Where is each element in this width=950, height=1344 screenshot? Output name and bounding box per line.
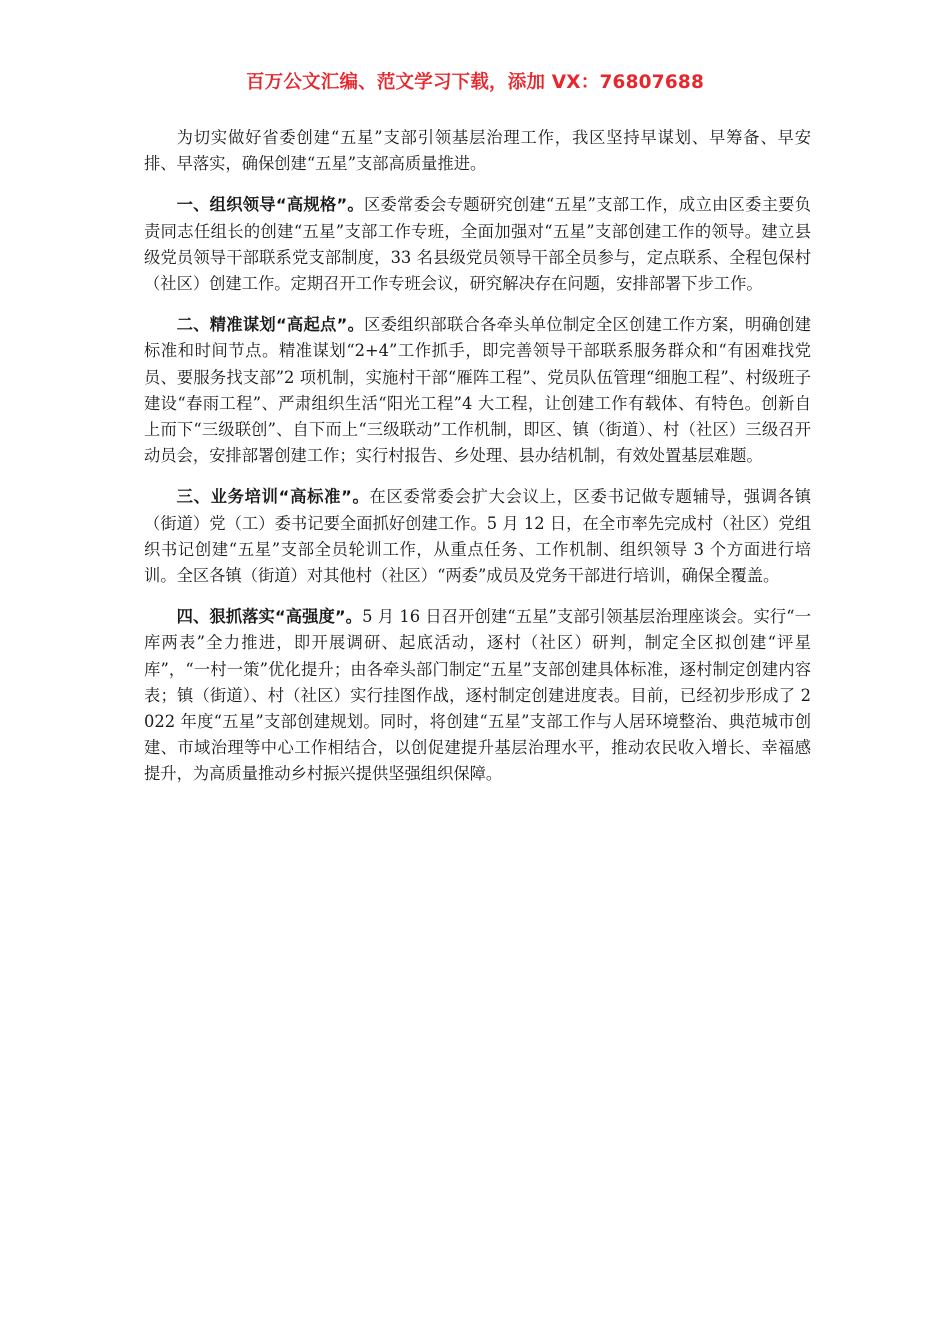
section-paragraph-1 [144, 192, 811, 297]
section-text-3: 在区委常委会扩大会议上，区委书记做专题辅导，强调各镇（街道）党（工）委书记要全面抓好创建工作。5 月 12 日，在全市率先完成村（社区）党组织书记创建“五星”支部全员轮训工作，从重点任务、工作机制、组织领导 3 个方面进行培训。全区各镇（街道）对其他村（社区）“两委”成员及党务干部进行培训，确保全覆盖。 [144, 487, 811, 586]
section-heading-3: 三、业务培训“高标准”。 [176, 487, 370, 507]
section-heading-2: 二、精准谋划“高起点”。 [176, 315, 365, 335]
document-body [144, 125, 811, 803]
section-paragraph-3 [144, 484, 811, 589]
section-heading-1: 一、组织领导“高规格”。 [176, 195, 364, 215]
promo-header: 百万公文汇编、范文学习下载，添加 VX：76807688 [245, 72, 705, 93]
section-paragraph-2 [144, 312, 811, 469]
intro-paragraph: 为切实做好省委创建“五星”支部引领基层治理工作，我区坚持早谋划、早筹备、早安排、早落实，确保创建“五星”支部高质量推进。 [144, 128, 811, 174]
section-text-2: 区委组织部联合各牵头单位制定全区创建工作方案，明确创建标准和时间节点。精准谋划“2+4”工作抓手，即完善领导干部联系服务群众和“有困难找党员、要服务找支部”2 项机制，实施村干部“雁阵工程”、党员队伍管理“细胞工程”、村级班子建设“春雨工程”、严肃组织生活“阳光工程”4 大工程，让创建工作有载体、有特色。创新自上而下“三级联创”、自下而上“三级联动”工作机制，即区、镇（街道）、村（社区）三级召开动员会，安排部署创建工作；实行村报告、乡处理、县办结机制，有效处置基层难题。 [144, 315, 811, 466]
section-paragraph-4 [144, 604, 811, 787]
section-text-1: 区委常委会专题研究创建“五星”支部工作，成立由区委主要负责同志任组长的创建“五星”支部工作专班，全面加强对“五星”支部创建工作的领导。建立县级党员领导干部联系党支部制度，33 名县级党员领导干部全员参与，定点联系、全程包保村（社区）创建工作。定期召开工作专班会议，研究解决存在问题，安排部署下步工作。 [144, 195, 811, 294]
section-text-4: 5 月 16 日召开创建“五星”支部引领基层治理座谈会。实行“一库两表”全力推进，即开展调研、起底活动，逐村（社区）研判，制定全区拟创建“评星库”，“一村一策”优化提升；由各牵头部门制定“五星”支部创建具体标准，逐村制定创建内容表；镇（街道）、村（社区）实行挂图作战，逐村制定创建进度表。目前，已经初步形成了 2022 年度“五星”支部创建规划。同时，将创建“五星”支部工作与人居环境整治、典范城市创建、市域治理等中心工作相结合，以创促建提升基层治理水平，推动农民收入增长、幸福感提升，为高质量推动乡村振兴提供坚强组织保障。 [144, 607, 812, 784]
section-heading-4: 四、狠抓落实“高强度”。 [176, 607, 363, 627]
